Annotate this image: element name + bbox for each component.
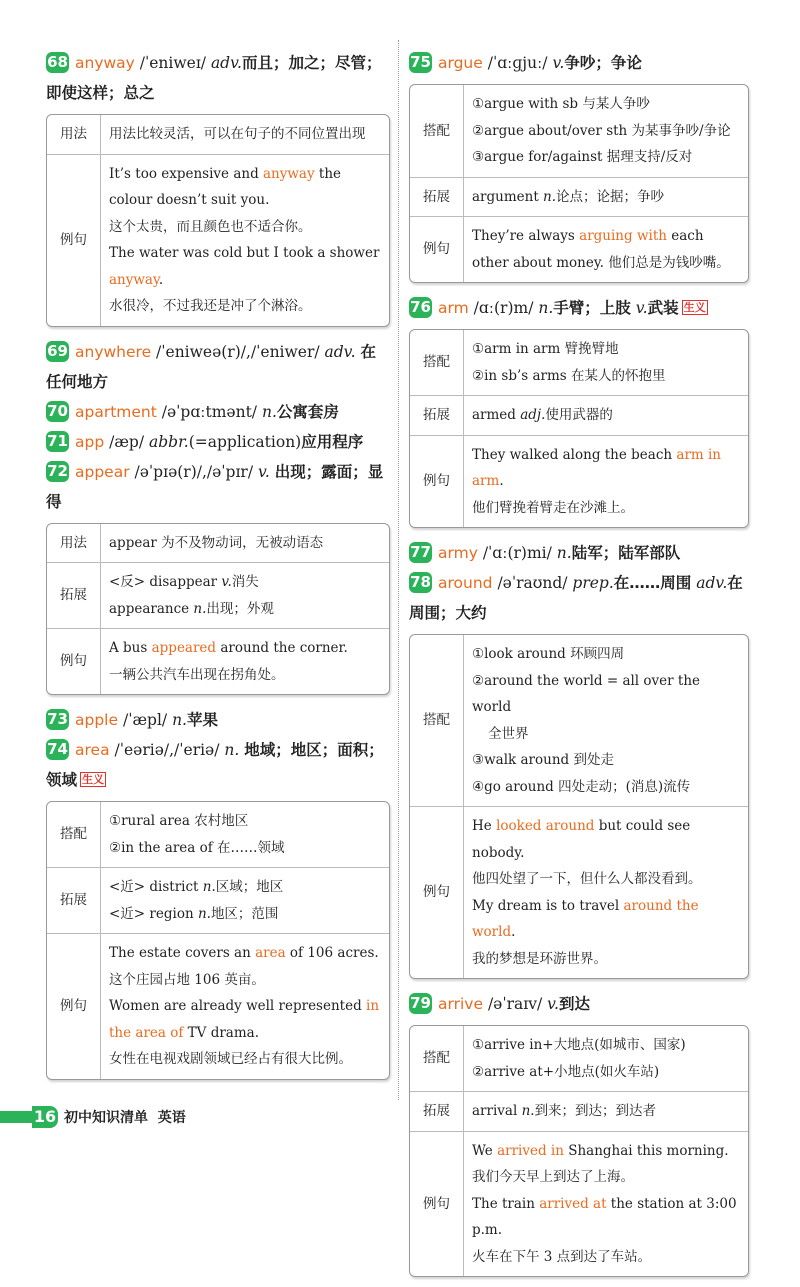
part-of-speech: v. <box>547 995 559 1013</box>
part-of-speech: adv. <box>696 574 728 592</box>
part-of-speech: n. <box>202 879 216 895</box>
part-of-speech: n. <box>543 188 557 205</box>
pronunciation: /ˈeəriə/,/ˈeriə/ <box>114 741 220 759</box>
example-sentence <box>472 1138 740 1165</box>
example-text: The estate covers an <box>109 945 256 961</box>
footer-accent-bar <box>0 1111 32 1123</box>
entry-73 <box>46 705 390 735</box>
collocation-label: 搭配 <box>410 1026 464 1091</box>
definition: 在任何地方 <box>46 342 376 391</box>
usage-label: 用法 <box>47 115 101 154</box>
highlighted-phrase: around the world <box>472 897 699 940</box>
extension-text: 论点；论据；争吵 <box>556 188 665 205</box>
part-of-speech: n. <box>521 1103 535 1119</box>
headword: army <box>438 544 478 562</box>
subject-name: 英语 <box>157 1110 186 1126</box>
headword: appear <box>75 462 130 481</box>
example-text: They’re always <box>472 228 580 244</box>
pronunciation: /əˈpɑːtmənt/ <box>161 402 258 421</box>
definition: 在……周围 <box>613 574 692 592</box>
example-translation: 我的梦想是环游世界。 <box>472 950 607 967</box>
example-sentence <box>109 993 381 1046</box>
part-of-speech: n. <box>172 711 187 729</box>
pronunciation: /əˈraʊnd/ <box>497 574 568 592</box>
headword: anywhere <box>75 342 152 361</box>
extension-item <box>109 569 381 596</box>
definition: 而且；加之；尽管；即使这样；总之 <box>46 54 382 102</box>
collocation-item: ①arrive in+大地点(如城市、国家) <box>472 1037 686 1053</box>
example-cell <box>464 216 748 282</box>
example-text: . <box>158 271 164 288</box>
definition: 苹果 <box>186 711 218 729</box>
book-name: 初中知识清单 <box>64 1110 148 1126</box>
pronunciation: /ɑː(r)m/ <box>473 299 534 317</box>
collocation-cell <box>464 330 748 395</box>
definition: 在周围；大约 <box>409 574 743 622</box>
entry-number: 70 <box>47 401 68 420</box>
extension-text: argument <box>472 188 544 205</box>
extension-text: 消失 <box>231 574 259 590</box>
example-sentence <box>109 940 381 967</box>
usage-text: 用法比较灵活，可以在句子的不同位置出现 <box>109 126 366 142</box>
extension-text: armed <box>472 407 521 423</box>
collocation-item: ②in the area of 在……领域 <box>109 839 285 856</box>
collocation-cell <box>464 1026 748 1091</box>
extension-cell <box>464 1091 748 1131</box>
example-text: each other about money. <box>472 228 704 271</box>
entry-number: 71 <box>47 431 68 450</box>
highlighted-phrase: area <box>255 945 286 961</box>
example-text: . <box>499 473 504 489</box>
usage-text: appear 为不及物动词，无被动语态 <box>109 534 324 551</box>
pronunciation: /æp/ <box>109 432 145 451</box>
example-text: of 106 acres. <box>285 945 379 961</box>
left-column <box>46 48 390 1090</box>
example-label: 例句 <box>410 216 464 282</box>
example-text: around the corner. <box>216 640 348 656</box>
page-number: 16 <box>33 1107 57 1126</box>
entry-number: 73 <box>47 710 68 728</box>
entry-79-table <box>409 1025 749 1277</box>
collocation-label: 搭配 <box>410 85 464 177</box>
example-text: but could see nobody. <box>472 818 691 861</box>
headword: area <box>75 741 110 759</box>
extension-label: 拓展 <box>410 1091 464 1131</box>
pronunciation: /əˈraɪv/ <box>487 995 543 1013</box>
example-translation: 我们今天早上到达了上海。 <box>472 1169 634 1185</box>
entry-number: 72 <box>47 461 68 480</box>
right-column <box>409 48 749 1287</box>
definition: 争吵；争论 <box>564 54 642 72</box>
entry-69 <box>46 337 390 397</box>
example-label: 例句 <box>410 1131 464 1277</box>
pronunciation: /əˈpɪə(r)/,/əˈpɪr/ <box>134 462 254 481</box>
extension-item <box>109 874 381 901</box>
entry-74-table <box>46 801 390 1080</box>
highlighted-phrase: arm in arm <box>472 446 721 489</box>
definition: 陆军；陆军部队 <box>571 544 681 562</box>
example-cell <box>101 628 389 694</box>
collocation-cell <box>464 85 748 177</box>
extension-label: 拓展 <box>47 562 101 628</box>
example-text: They walked along the beach <box>472 446 677 463</box>
collocation-label: 搭配 <box>410 330 464 395</box>
example-translation: 一辆公共汽车出现在拐角处。 <box>109 666 285 683</box>
extension-text: <近> district <box>109 879 203 895</box>
example-sentence <box>109 161 381 214</box>
entry-number: 76 <box>410 298 431 316</box>
extension-item <box>109 596 381 623</box>
entry-75-table <box>409 84 749 283</box>
highlighted-phrase: anyway <box>263 165 315 182</box>
headword: arm <box>438 299 469 317</box>
headword: anyway <box>75 54 135 72</box>
headword: apartment <box>75 402 157 421</box>
example-text: My dream is to travel <box>472 897 624 914</box>
collocation-label: 搭配 <box>47 802 101 867</box>
part-of-speech: n. <box>197 905 211 922</box>
entry-72-table <box>46 523 390 696</box>
example-text: TV drama. <box>183 1024 259 1041</box>
extension-text: 地区；范围 <box>210 905 279 922</box>
part-of-speech: adj. <box>520 407 546 423</box>
example-label: 例句 <box>47 933 101 1079</box>
example-translation: 女性在电视戏剧领域已经占有很大比例。 <box>109 1051 352 1067</box>
collocation-item: ④go around 四处走动；(消息)流传 <box>472 778 691 795</box>
entry-79 <box>409 989 749 1019</box>
extension-cell <box>101 867 389 933</box>
extension-cell <box>101 562 389 628</box>
extension-cell <box>464 395 748 435</box>
pronunciation: /ˈeniweɪ/ <box>139 54 206 72</box>
definition: 手臂；上肢 <box>553 299 631 317</box>
entry-70 <box>46 397 390 427</box>
collocation-cell <box>101 802 389 867</box>
example-text: It’s too expensive and <box>109 165 263 182</box>
example-text: the colour doesn’t suit you. <box>109 165 342 208</box>
example-text: . <box>511 924 516 940</box>
example-sentence <box>472 442 740 495</box>
entry-number: 77 <box>410 543 431 561</box>
entry-78-table <box>409 634 749 979</box>
collocation-item: ③walk around 到处走 <box>472 752 614 768</box>
extension-text: appearance <box>109 600 194 617</box>
example-translation: 这个庄园占地 106 英亩。 <box>109 971 265 988</box>
part-of-speech: v. <box>258 462 270 481</box>
new-meaning-tag: 生义 <box>683 301 706 314</box>
entry-78 <box>409 568 749 628</box>
example-text: A bus <box>109 640 152 656</box>
example-sentence <box>472 893 740 946</box>
part-of-speech: n. <box>261 402 277 421</box>
extension-text: <反> disappear <box>109 574 222 590</box>
example-text: We <box>472 1142 498 1159</box>
example-label: 例句 <box>410 806 464 978</box>
entry-74 <box>46 735 390 795</box>
entry-76 <box>409 293 749 323</box>
example-sentence <box>109 240 381 293</box>
collocation-item: ②argue about/over sth 为某事争吵/争论 <box>472 122 731 139</box>
pronunciation: /ˈɑː(r)mi/ <box>482 544 552 562</box>
example-translation: 他四处望了一下，但什么人都没看到。 <box>472 871 702 887</box>
collocation-item: ②in sb’s arms 在某人的怀抱里 <box>472 367 666 384</box>
example-cell <box>464 806 748 978</box>
entry-68-table <box>46 114 390 327</box>
extension-cell <box>464 177 748 217</box>
book-title <box>64 1107 186 1127</box>
extension-text: 区域；地区 <box>215 879 284 895</box>
entry-number: 75 <box>410 53 431 71</box>
collocation-item: ③argue for/against 据理支持/反对 <box>472 149 693 165</box>
extension-label: 拓展 <box>47 867 101 933</box>
highlighted-phrase: arrived at <box>539 1195 607 1212</box>
extension-text: 出现；外观 <box>206 600 274 617</box>
highlighted-phrase: looked around <box>496 818 595 834</box>
collocation-item: ①arm in arm 臂挽臂地 <box>472 341 619 357</box>
definition: 到达 <box>558 995 590 1013</box>
entry-number: 74 <box>47 740 68 758</box>
definition: 应用程序 <box>301 432 364 451</box>
pronunciation: /ˈɑːɡjuː/ <box>487 54 548 72</box>
example-text: The water was cold but I took a shower <box>109 245 380 261</box>
example-text: Women are already well represented <box>109 998 367 1014</box>
extension-label: 拓展 <box>410 177 464 217</box>
part-of-speech: n. <box>556 544 572 562</box>
example-translation: 他们臂挽着臂走在沙滩上。 <box>472 499 634 516</box>
example-translation: 他们总是为钱吵嘴。 <box>608 254 730 271</box>
part-of-speech: adv. <box>210 54 242 72</box>
entry-number: 68 <box>47 53 68 71</box>
entry-77 <box>409 538 749 568</box>
entry-72 <box>46 457 390 517</box>
example-label: 例句 <box>47 154 101 326</box>
extension-label: 拓展 <box>410 395 464 435</box>
entry-68 <box>46 48 390 108</box>
extension-text: 到来；到达；到达者 <box>534 1103 657 1119</box>
collocation-cell <box>464 635 748 806</box>
extension-text: <近> region <box>109 905 198 922</box>
headword: around <box>438 574 493 592</box>
definition: 地域；地区；面积；领域 <box>46 741 384 789</box>
part-of-speech: abbr. <box>149 432 189 451</box>
extension-item <box>109 901 381 928</box>
example-sentence <box>472 813 740 866</box>
example-translation: 这个太贵，而且颜色也不适合你。 <box>109 218 312 235</box>
collocation-item: 全世界 <box>488 725 529 742</box>
collocation-item: ①look around 环顾四周 <box>472 646 625 662</box>
definition: 武装 <box>647 299 679 317</box>
headword: arrive <box>438 995 483 1013</box>
headword: argue <box>438 54 483 72</box>
part-of-speech: v. <box>635 299 648 317</box>
example-sentence <box>109 635 381 662</box>
definition: 公寓套房 <box>276 402 339 421</box>
example-translation: 水很冷，不过我还是冲了个淋浴。 <box>109 298 312 314</box>
highlighted-phrase: arrived in <box>497 1142 564 1159</box>
part-of-speech: prep. <box>572 574 614 592</box>
example-cell <box>101 154 389 326</box>
highlighted-phrase: arguing with <box>579 228 667 244</box>
highlighted-phrase: anyway <box>109 271 159 288</box>
example-cell <box>464 1131 748 1277</box>
pronunciation: /ˈæpl/ <box>122 711 168 729</box>
part-of-speech: n. <box>193 600 207 617</box>
example-label: 例句 <box>410 435 464 528</box>
entry-number: 78 <box>410 573 431 591</box>
example-translation: 火车在下午 3 点到达了车站。 <box>472 1248 652 1265</box>
abbreviation-expansion: (=application) <box>188 432 302 451</box>
extension-text: 使用武器的 <box>545 407 613 423</box>
entry-75 <box>409 48 749 78</box>
collocation-item: ②around the world = all over the world <box>472 672 701 715</box>
example-cell <box>464 435 748 528</box>
new-meaning-tag: 生义 <box>82 773 105 786</box>
highlighted-phrase: appeared <box>151 640 217 656</box>
collocation-label: 搭配 <box>410 635 464 806</box>
definition: 出现；露面；显得 <box>46 462 384 511</box>
part-of-speech: adv. <box>324 342 356 361</box>
example-label: 例句 <box>47 628 101 694</box>
example-sentence <box>472 1191 740 1244</box>
example-text: He <box>472 818 497 834</box>
collocation-item: ②arrive at+小地点(如火车站) <box>472 1063 660 1080</box>
collocation-item: ①argue with sb 与某人争吵 <box>472 96 650 112</box>
example-text: the station at 3:00 p.m. <box>472 1195 737 1238</box>
entry-number: 79 <box>410 994 431 1012</box>
entry-76-table <box>409 329 749 528</box>
example-text: The train <box>472 1195 540 1212</box>
entry-number: 69 <box>47 341 68 360</box>
entry-71 <box>46 427 390 457</box>
page-footer <box>0 1103 400 1131</box>
example-cell <box>101 933 389 1079</box>
example-text: Shanghai this morning. <box>563 1142 729 1159</box>
pronunciation: /ˈeniweə(r)/,/ˈeniwer/ <box>156 342 320 361</box>
headword: app <box>75 432 105 451</box>
extension-text: arrival <box>472 1103 522 1119</box>
part-of-speech: v. <box>552 54 565 72</box>
collocation-item: ①rural area 农村地区 <box>109 813 249 829</box>
part-of-speech: v. <box>221 574 232 590</box>
highlighted-phrase: in the area of <box>109 998 380 1041</box>
usage-label: 用法 <box>47 524 101 563</box>
part-of-speech: n. <box>224 741 240 759</box>
part-of-speech: n. <box>538 299 554 317</box>
column-divider <box>398 40 399 1100</box>
headword: apple <box>75 711 119 729</box>
